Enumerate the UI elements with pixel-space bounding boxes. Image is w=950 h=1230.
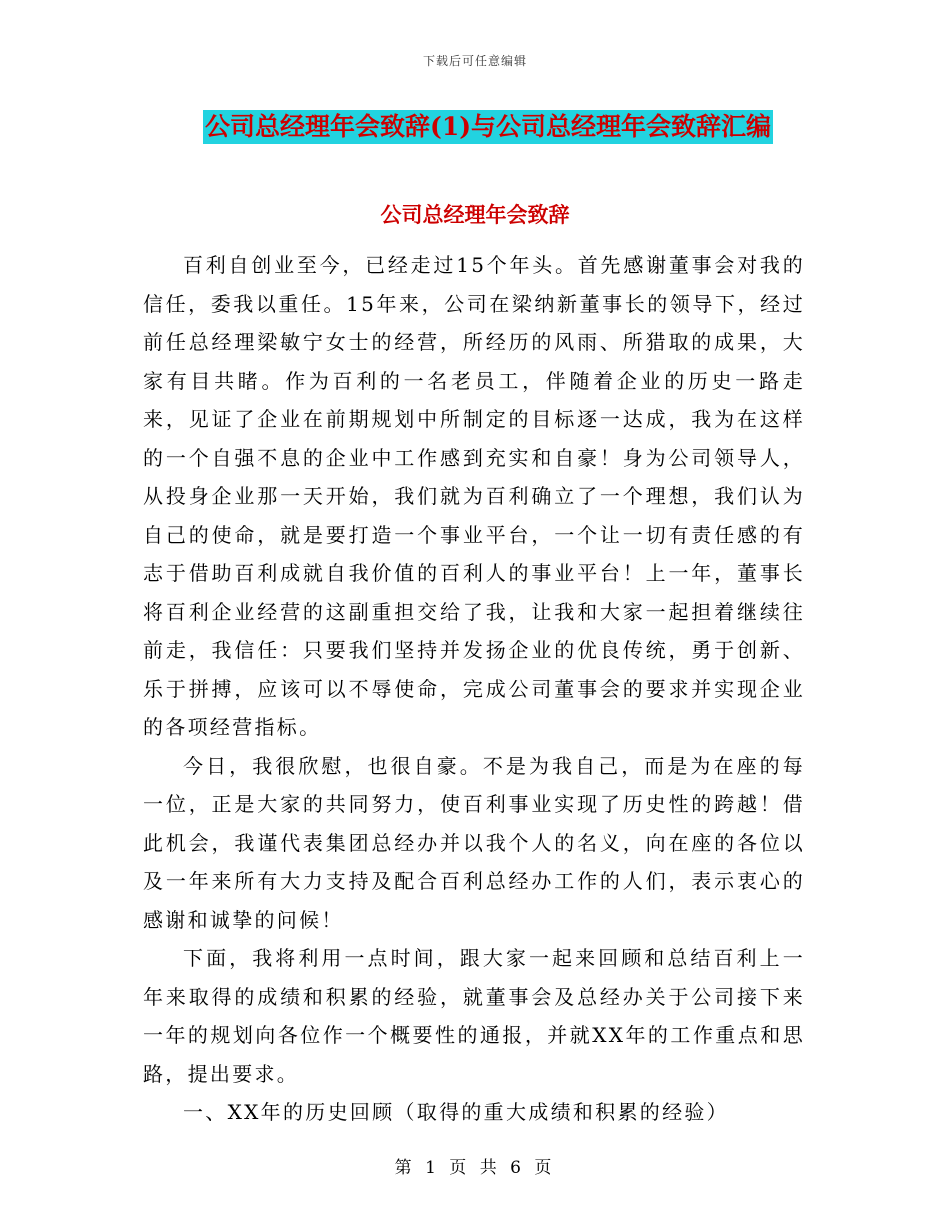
paragraph-4: 一、XX年的历史回顾（取得的重大成绩和积累的经验） xyxy=(183,1100,729,1124)
header-note: 下载后可任意编辑 xyxy=(422,54,527,68)
document-title-wrap xyxy=(203,110,797,144)
document-body xyxy=(143,246,805,1132)
paragraph-2: 今日，我很欣慰，也很自豪。不是为我自己，而是为在座的每一位，正是大家的共同努力，使百利事业实现了历史性的跨越！借此机会，我谨代表集团总经办并以我个人的名义，向在座的各位以及一年来所有大力支持及配合百利总经办工作的人们，表示衷心的感谢和诚挚的问候！ xyxy=(143,753,805,932)
paragraph-3: 下面，我将利用一点时间，跟大家一起来回顾和总结百利上一年来取得的成绩和积累的经验，就董事会及总经办关于公司接下来一年的规划向各位作一个概要性的通报，并就XX年的工作重点和思路，提出要求。 xyxy=(143,946,805,1086)
section-subtitle: 公司总经理年会致辞 xyxy=(380,202,570,227)
page-footer: 第 1 页 共 6 页 xyxy=(394,1158,556,1178)
paragraph-1: 百利自创业至今，已经走过15个年头。首先感谢董事会对我的信任，委我以重任。15年来，公司在梁纳新董事长的领导下，经过前任总经理梁敏宁女士的经营，所经历的风雨、所猎取的成果，大家有目共睹。作为百利的一名老员工，伴随着企业的历史一路走来，见证了企业在前期规划中所制定的目标逐一达成，我为在这样的一个自强不息的企业中工作感到充实和自豪！身为公司领导人，从投身企业那一天开始，我们就为百利确立了一个理想，我们认为自己的使命，就是要打造一个事业平台，一个让一切有责任感的有志于借助百利成就自我价值的百利人的事业平台！上一年，董事长将百利企业经营的这副重担交给了我，让我和大家一起担着继续往前走，我信任：只要我们坚持并发扬企业的优良传统，勇于创新、乐于拼搏，应该可以不辱使命，完成公司董事会的要求并实现企业的各项经营指标。 xyxy=(143,253,805,739)
document-title: 公司总经理年会致辞(1)与公司总经理年会致辞汇编 xyxy=(203,110,773,144)
